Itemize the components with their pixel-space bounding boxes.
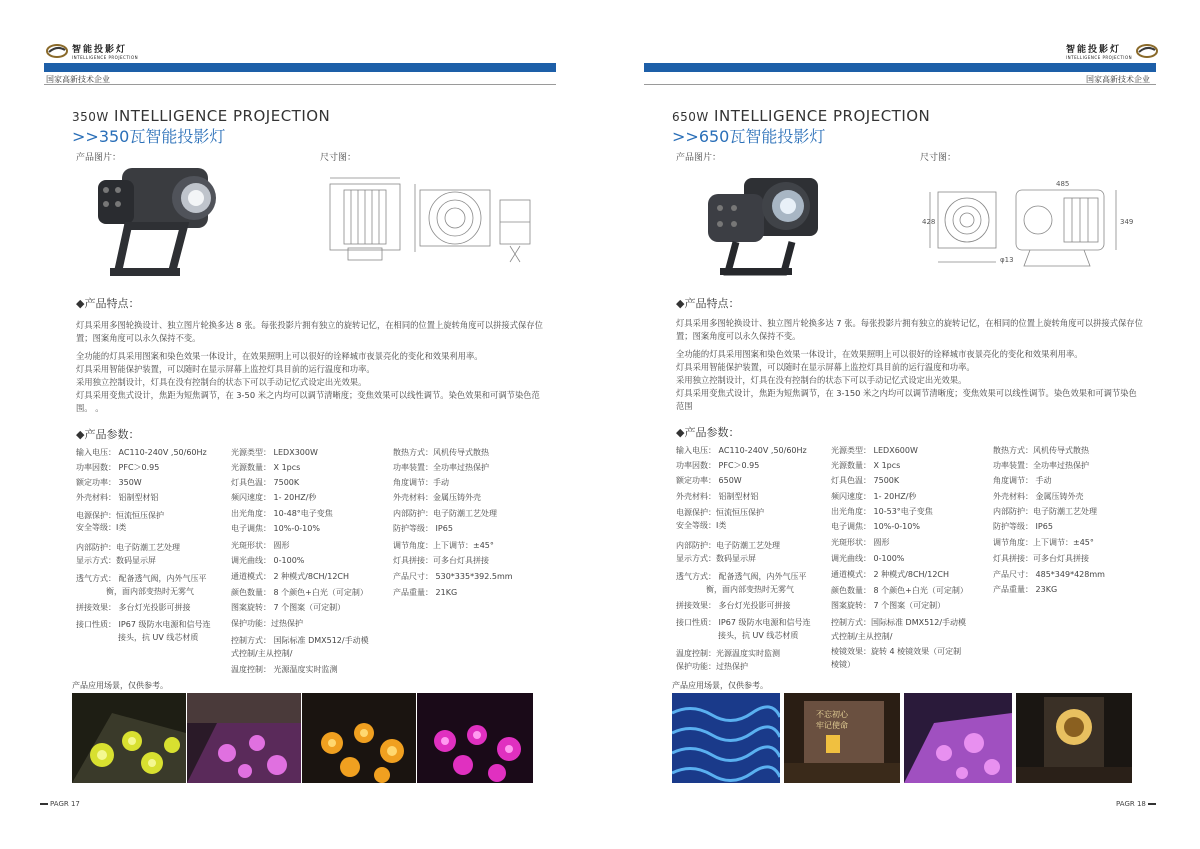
scene-photo-orange-pattern <box>302 693 416 783</box>
product-image-label-left: 产品图片： <box>76 153 122 163</box>
spec-item: 棱镜效果：旋转 4 棱镜效果（可定制 <box>831 647 962 656</box>
title-en-left: 350W INTELLIGENCE PROJECTION <box>72 107 331 125</box>
spec-item: 散热方式：风机传导式散热 <box>393 448 489 457</box>
spec-item: 功率因数： PFC＞0.95 <box>76 463 160 472</box>
spec-item: 输入电压： AC110-240V ,50/60Hz <box>676 446 807 455</box>
spec-item: 调光曲线： 0-100% <box>831 554 905 563</box>
spec-item: 散热方式：风机传导式散热 <box>993 446 1089 455</box>
spec-item: 显示方式：数码显示屏 <box>76 556 156 565</box>
features-heading-right: ◆产品特点： <box>676 297 740 310</box>
spec-item: 内部防护：电子防潮工艺处理 <box>676 541 780 550</box>
feature-paragraph: 采用独立控制设计，灯具在没有控制台的状态下可以手动记忆式设定出光效果。 <box>76 377 367 387</box>
spec-item: 功率装置：全功率过热保护 <box>993 461 1089 470</box>
spec-item: 接口性质： IP67 级防水电源和信号连 <box>676 618 811 627</box>
scene-photo <box>72 693 186 783</box>
scene-photo-yellow-flowers <box>72 693 186 783</box>
feature-paragraph: 灯具采用多图轮换设计、独立图片轮换多达 7 张。每张投影片拥有独立的旋转记忆，在相同的位置上旋转角度可以拼接式保存位置；图案角度可以永久保持不变。 <box>676 318 1143 341</box>
spec-item: 控制方式： 国际标准 DMX512/手动模 <box>231 636 369 645</box>
page-number-right: PAGR 18 <box>1116 800 1158 808</box>
spec-item: 电子调焦： 10%-0-10% <box>231 524 320 533</box>
dimension-label-right: 尺寸图： <box>920 153 957 163</box>
projector-650w-image <box>700 168 830 278</box>
spec-item: 灯具色温： 7500K <box>231 478 300 487</box>
spec-item: 光源类型： LEDX300W <box>231 448 318 457</box>
product-image-label-right: 产品图片： <box>676 153 722 163</box>
logo-cn: 智能投影灯 <box>1066 45 1122 55</box>
spec-item: 外壳材料：金属压铸外壳 <box>393 493 481 502</box>
brand-logo-icon <box>46 43 68 59</box>
spec-item: 光源类型： LEDX600W <box>831 446 918 455</box>
brand-logo-icon <box>1136 43 1158 59</box>
spec-item: 式控制/主从控制/ <box>831 632 893 641</box>
spec-item: 透气方式： 配备透气阀，内外气压平 <box>76 574 207 583</box>
spec-item: 产品重量： 21KG <box>393 588 458 597</box>
spec-item: 保护功能：过热保护 <box>676 662 748 671</box>
feature-paragraph: 灯具采用智能保护装置，可以随时在显示屏幕上监控灯具目前的运行温度和功率。 <box>76 364 375 374</box>
scene-photo <box>302 693 416 783</box>
projector-350w-image <box>88 160 218 280</box>
page-dash-icon <box>40 803 48 805</box>
feature-paragraph: 全功能的灯具采用图案和染色效果一体设计，在效果照明上可以很好的诠释城市夜景亮化的变化和效果利用率。 <box>76 351 483 361</box>
title-en-right: 650W INTELLIGENCE PROJECTION <box>672 107 931 125</box>
feature-paragraph: 灯具采用智能保护装置，可以随时在显示屏幕上监控灯具目前的运行温度和功率。 <box>676 362 975 372</box>
company-label-left: 国家高新技术企业 <box>46 75 110 84</box>
spec-item: 电源保护：恒流恒压保护 <box>676 508 764 517</box>
scene-photo-purple-ground <box>904 693 1012 783</box>
spec-item: 产品重量： 23KG <box>993 585 1058 594</box>
scene-photo-pink-pattern <box>187 693 301 783</box>
scene-label-left: 产品应用场景，仅供参考。 <box>72 681 168 690</box>
scene-photo <box>187 693 301 783</box>
company-label-right: 国家高新技术企业 <box>1086 75 1150 84</box>
scene-photo-magenta-pattern <box>417 693 533 783</box>
spec-item: 调节角度：上下调节：±45° <box>393 541 494 550</box>
feature-paragraph: 采用独立控制设计，灯具在没有控制台的状态下可以手动记忆式设定出光效果。 <box>676 375 967 385</box>
spec-item: 安全等级：Ⅰ类 <box>676 521 727 530</box>
spec-item: 内部防护：电子防潮工艺处理 <box>76 543 180 552</box>
spec-item: 功率装置：全功率过热保护 <box>393 463 489 472</box>
spec-item: 棱镜） <box>831 660 855 669</box>
features-heading-left: ◆产品特点： <box>76 297 140 310</box>
dimension-label-left: 尺寸图： <box>320 153 357 163</box>
title-cn-left: >>350瓦智能投影灯 <box>72 127 226 146</box>
spec-item: 外壳材料： 金属压铸外壳 <box>993 492 1084 501</box>
spec-item: 功率因数： PFC＞0.95 <box>676 461 760 470</box>
spec-item: 灯具拼接：可多台灯具拼接 <box>993 554 1089 563</box>
spec-item: 接口性质： IP67 级防水电源和信号连 <box>76 620 211 629</box>
scene-label-right: 产品应用场景，仅供参考。 <box>672 681 768 690</box>
page-number-left: PAGR 17 <box>40 800 80 808</box>
dim-value: 428 <box>922 218 936 226</box>
spec-item: 温度控制：光源温度实时监测 <box>676 649 780 658</box>
spec-item: 灯具拼接：可多台灯具拼接 <box>393 556 489 565</box>
spec-item: 温度控制： 光源温度实时监测 <box>231 665 338 674</box>
dimension-drawing-right <box>920 176 1140 276</box>
projected-text: 牢记使命 <box>816 721 848 730</box>
spec-item: 频闪速度： 1- 20HZ/秒 <box>831 492 917 501</box>
header-band-right <box>644 63 1156 72</box>
dimension-drawing-left <box>320 170 540 270</box>
dim-value: 485 <box>1056 180 1070 188</box>
spec-item: 内部防护：电子防潮工艺处理 <box>993 507 1097 516</box>
spec-item: 角度调节：手动 <box>393 478 449 487</box>
spec-item: 光斑形状： 圆形 <box>231 541 290 550</box>
spec-item: 接头，抗 UV 线芯材质 <box>718 631 799 640</box>
spec-item: 光源数量： X 1pcs <box>231 463 301 472</box>
scene-photo-blue-water <box>672 693 780 783</box>
scene-photo <box>784 693 900 783</box>
spec-item: 颜色数量： 8 个颜色+白光（可定制） <box>231 588 368 597</box>
scene-photo <box>904 693 1012 783</box>
spec-item: 图案旋转： 7 个图案（可定制） <box>831 601 946 610</box>
header-rule-right <box>644 84 1156 85</box>
spec-item: 显示方式：数码显示屏 <box>676 554 756 563</box>
spec-item: 接头，抗 UV 线芯材质 <box>118 633 199 642</box>
spec-item: 电源保护：恒流恒压保护 <box>76 511 164 520</box>
brand-logo <box>46 42 138 60</box>
feature-paragraph: 全功能的灯具采用图案和染色效果一体设计，在效果照明上可以很好的诠释城市夜景亮化的变化和效果利用率。 <box>676 349 1083 359</box>
scene-photo <box>1016 693 1132 783</box>
scene-photo-emblem-wall <box>1016 693 1132 783</box>
spec-item: 频闪速度： 1- 20HZ/秒 <box>231 493 317 502</box>
spec-item: 外壳材料： 铝制型材铝 <box>676 492 759 501</box>
spec-item: 电子调焦： 10%-0-10% <box>831 522 920 531</box>
features-text-left <box>76 319 544 415</box>
spec-item: 衡，面内部变热时无雾气 <box>706 585 794 594</box>
feature-paragraph: 灯具采用变焦式设计，焦距为短焦调节，在 3-150 米之内均可以调节清晰度；变焦效果可以线性调节。染色效果和可调节染色范围 <box>676 388 1137 411</box>
spec-item: 光斑形状： 圆形 <box>831 538 890 547</box>
header-band-left <box>44 63 556 72</box>
spec-item: 出光角度： 10-53°电子变焦 <box>831 507 933 516</box>
spec-item: 透气方式： 配备透气阀，内外气压平 <box>676 572 807 581</box>
spec-item: 安全等级：Ⅰ类 <box>76 523 127 532</box>
scene-photo-wall-projection <box>784 693 900 783</box>
spec-item: 颜色数量： 8 个颜色+白光（可定制） <box>831 586 968 595</box>
spec-item: 衡，面内部变热时无雾气 <box>106 587 194 596</box>
spec-item: 额定功率： 350W <box>76 478 142 487</box>
feature-paragraph: 灯具采用多图轮换设计、独立图片轮换多达 8 张。每张投影片拥有独立的旋转记忆，在相同的位置上旋转角度可以拼接式保存位置；图案角度可以永久保持不变。 <box>76 320 543 343</box>
spec-item: 调节角度：上下调节：±45° <box>993 538 1094 547</box>
spec-item: 额定功率： 650W <box>676 476 742 485</box>
spec-item: 式控制/主从控制/ <box>231 649 293 658</box>
spec-item: 通道模式： 2 种模式/8CH/12CH <box>231 572 350 581</box>
dim-value: 349 <box>1120 218 1134 226</box>
spec-item: 防护等级： IP65 <box>993 522 1053 531</box>
scene-photo <box>417 693 533 783</box>
spec-item: 保护功能：过热保护 <box>231 619 303 628</box>
spec-item: 通道模式： 2 种模式/8CH/12CH <box>831 570 950 579</box>
logo-en: INTELLIGENCE PROJECTION <box>1066 55 1133 60</box>
dim-value: φ13 <box>1000 256 1014 264</box>
spec-item: 角度调节： 手动 <box>993 476 1052 485</box>
spec-item: 光源数量： X 1pcs <box>831 461 901 470</box>
page-dash-icon <box>1148 803 1156 805</box>
spec-item: 拼接效果： 多台灯光投影可拼接 <box>76 603 191 612</box>
params-heading-right: ◆产品参数： <box>676 426 740 439</box>
spec-item: 外壳材料： 铝制型材铝 <box>76 493 159 502</box>
header-rule-left <box>44 84 556 85</box>
feature-paragraph: 灯具采用变焦式设计，焦距为短焦调节，在 3-50 米之内均可以调节清晰度；变焦效果可以线性调节。染色效果和可调节染色范围。 。 <box>76 390 540 413</box>
spec-item: 调光曲线： 0-100% <box>231 556 305 565</box>
scene-photo <box>672 693 780 783</box>
spec-item: 图案旋转： 7 个图案（可定制） <box>231 603 346 612</box>
spec-item: 防护等级： IP65 <box>393 524 453 533</box>
spec-item: 灯具色温： 7500K <box>831 476 900 485</box>
spec-item: 输入电压： AC110-240V ,50/60Hz <box>76 448 207 457</box>
spec-item: 出光角度： 10-48°电子变焦 <box>231 509 333 518</box>
spec-item: 控制方式：国际标准 DMX512/手动模 <box>831 618 967 627</box>
spec-item: 产品尺寸： 530*335*392.5mm <box>393 572 513 581</box>
spec-item: 内部防护：电子防潮工艺处理 <box>393 509 497 518</box>
spec-item: 产品尺寸： 485*349*428mm <box>993 570 1105 579</box>
logo-cn: 智能投影灯 <box>72 45 128 55</box>
brand-logo-right <box>1066 42 1158 60</box>
projected-text: 不忘初心 <box>816 710 848 719</box>
spec-item: 拼接效果： 多台灯光投影可拼接 <box>676 601 791 610</box>
title-cn-right: >>650瓦智能投影灯 <box>672 127 826 146</box>
logo-en: INTELLIGENCE PROJECTION <box>72 55 139 60</box>
features-text-right <box>676 317 1144 413</box>
params-heading-left: ◆产品参数： <box>76 428 140 441</box>
